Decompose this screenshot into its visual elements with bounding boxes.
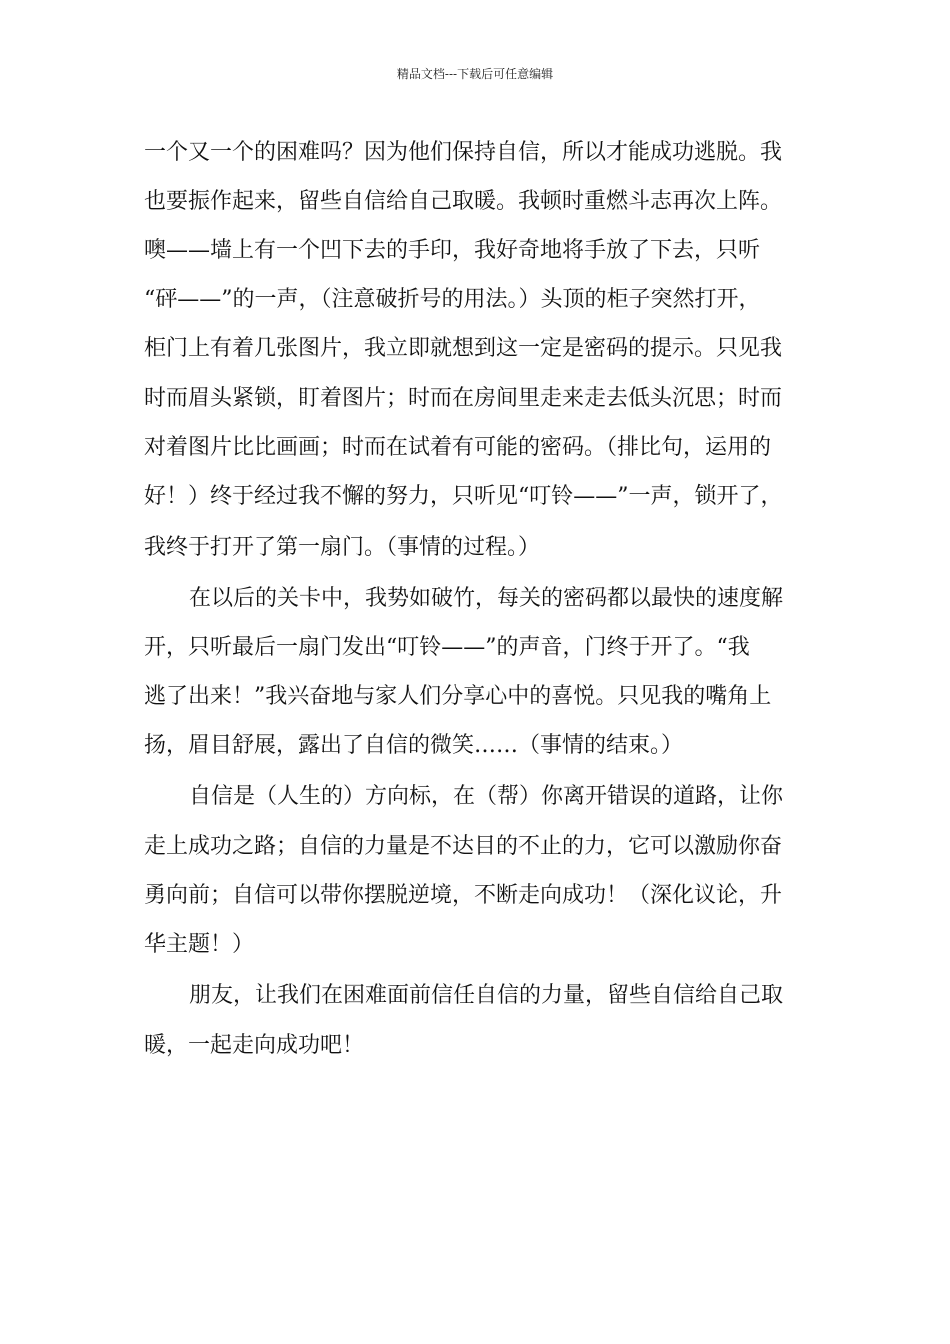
body-line-paragraph-start: 自信是（人生的）方向标，在（帮）你离开错误的道路，让你 <box>189 784 784 809</box>
body-line-paragraph-start: 朋友，让我们在困难面前信任自信的力量，留些自信给自己取 <box>189 983 784 1008</box>
body-line: 暖，一起走向成功吧！ <box>144 1033 365 1058</box>
body-line: 开，只听最后一扇门发出“叮铃——”的声音，门终于开了。“我 <box>144 635 750 660</box>
body-line: 一个又一个的困难吗？因为他们保持自信，所以才能成功逃脱。我 <box>144 140 783 165</box>
body-line: 也要振作起来，留些自信给自己取暖。我顿时重燃斗志再次上阵。 <box>144 189 783 214</box>
body-line: 时而眉头紧锁，盯着图片；时而在房间里走来走去低头沉思；时而 <box>144 386 783 411</box>
body-line: “砰——”的一声，（注意破折号的用法。）头顶的柜子突然打开， <box>144 287 761 312</box>
body-line: 勇向前；自信可以带你摆脱逆境，不断走向成功！（深化议论，升 <box>144 883 783 908</box>
body-line: 逃了出来！”我兴奋地与家人们分享心中的喜悦。只见我的嘴角上 <box>144 684 772 709</box>
body-line: 噢——墙上有一个凹下去的手印，我好奇地将手放了下去，只听 <box>144 238 761 263</box>
page-header: 精品文档---下载后可任意编辑 <box>396 67 554 81</box>
body-line: 扬，眉目舒展，露出了自信的微笑……（事情的结束。） <box>144 733 684 758</box>
body-line: 对着图片比比画画；时而在试着有可能的密码。（排比句，运用的 <box>144 435 772 460</box>
body-line: 好！）终于经过我不懈的努力，只听见“叮铃——”一声，锁开了， <box>144 484 783 509</box>
body-line: 柜门上有着几张图片，我立即就想到这一定是密码的提示。只见我 <box>144 336 783 361</box>
body-line: 我终于打开了第一扇门。（事情的过程。） <box>144 535 541 560</box>
body-line-paragraph-start: 在以后的关卡中，我势如破竹，每关的密码都以最快的速度解 <box>189 586 784 611</box>
body-line: 走上成功之路；自信的力量是不达目的不止的力，它可以激励你奋 <box>144 834 783 859</box>
body-line: 华主题！） <box>144 932 255 957</box>
